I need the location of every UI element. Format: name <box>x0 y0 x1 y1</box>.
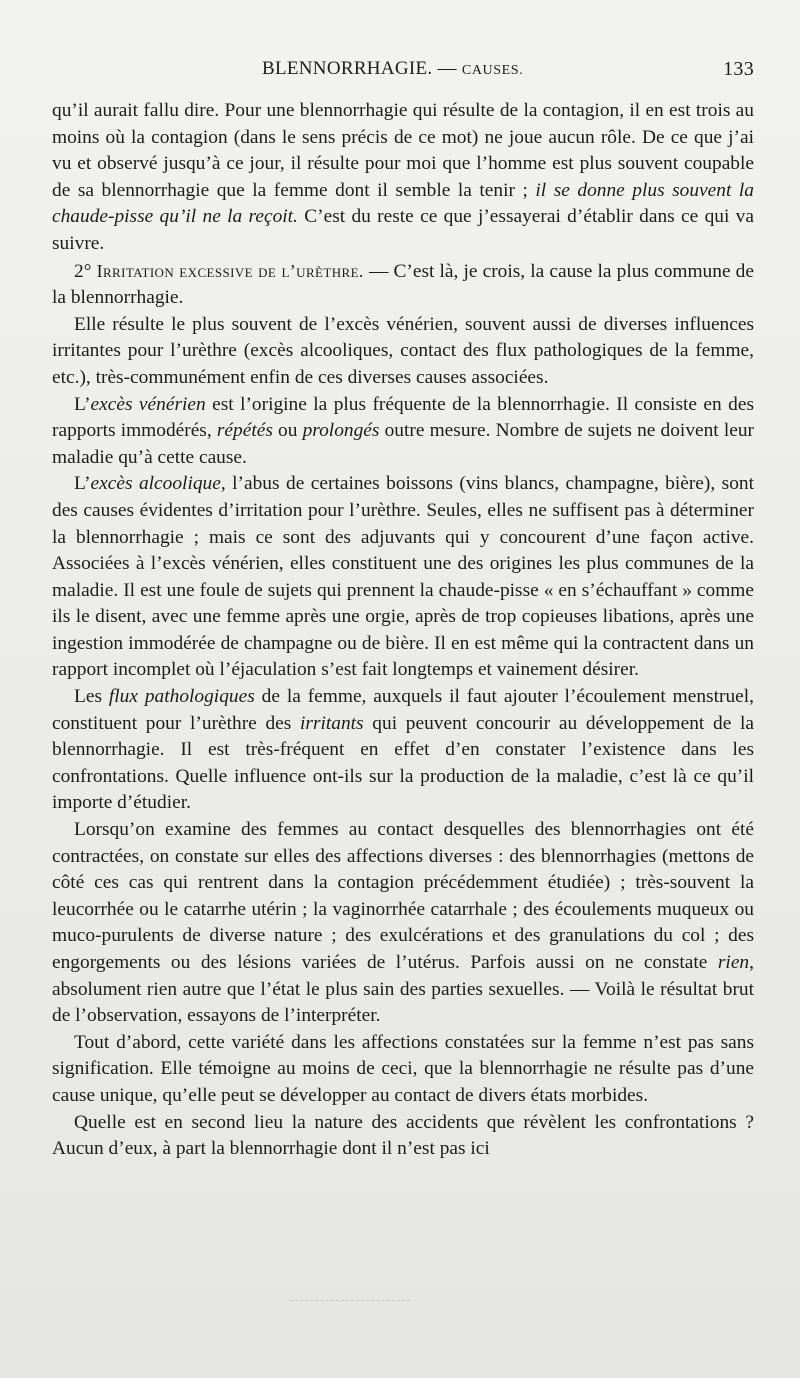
text-run: L’ <box>74 393 91 415</box>
italic-run: flux pathologiques <box>108 686 255 708</box>
text-run: — C’est là, je crois, la cause la plus commune de la blennorrhagie. <box>52 260 754 309</box>
text-run: Tout d’abord, cette variété dans les affections constatées sur la femme n’est pas sans signification. Elle témoigne au moins de ceci, que la blennorrhagie ne résulte pas d’une cause unique, qu’elle peut se développer au contact de divers états morbides. <box>52 1031 754 1106</box>
paragraph <box>52 98 754 258</box>
text-run: 2° <box>74 260 97 282</box>
italic-run: prolongés <box>302 420 380 442</box>
italic-run: excès alcoolique <box>90 473 221 495</box>
text-run: L’ <box>74 473 91 495</box>
text-run: Elle résulte le plus souvent de l’excès vénérien, souvent aussi de diverses influences irritantes pour l’urèthre (excès alcooliques, contact des flux pathologiques de la femme, etc.), très-communément enfin de ces diverses causes associées. <box>52 313 754 388</box>
page-number: 133 <box>723 58 754 80</box>
paragraph <box>52 258 754 312</box>
italic-run: il se donne plus souvent la chaude-pisse qu’il ne la reçoit. <box>52 179 754 228</box>
paragraph <box>52 392 754 472</box>
text-run: qui peuvent concourir au développement de la blennorrhagie. Il est très-fréquent en effet d’en constater l’existence dans les confrontations. Quelle influence ont-ils sur la production de la maladie, c’est là ce qu’il importe d’étudier. <box>52 712 754 814</box>
text-run: C’est du reste ce que j’essayerai d’établir dans ce qui va suivre. <box>52 206 754 254</box>
paragraph <box>52 817 754 1030</box>
print-smudge <box>290 1300 410 1305</box>
section-heading: Irritation excessive de l’urèthre. <box>96 260 364 281</box>
body-text <box>52 98 754 1163</box>
text-run: outre mesure. Nombre de sujets ne doivent leur maladie qu’à cette cause. <box>52 420 755 468</box>
page-header <box>52 58 754 98</box>
text-run: de la femme, auxquels il faut ajouter l’écoulement menstruel, constituent pour l’urèthre des <box>52 686 754 734</box>
text-run: Quelle est en second lieu la nature des accidents que révèlent les confrontations ? Aucun d’eux, à part la blennorrhagie dont il n’est pas ici <box>52 1111 754 1160</box>
paragraph <box>52 471 754 684</box>
paragraph <box>52 1030 754 1110</box>
text-run: , l’abus de certaines boissons (vins blancs, champagne, bière), sont des causes évidentes d’irritation pour l’urèthre. Seules, elles ne suffisent pas à déterminer la blennorrhagie ; mais ce sont des adjuvants qui y concourent d’une façon active. Associées à l’excès vénérien, elles constituent une des origines les plus communes de la maladie. Il est une foule de sujets qui prennent la chaude-pisse « en s’échauffant » comme ils le disent, avec une femme après une orgie, après de trop copieuses libations, après une ingestion immodérée de champagne ou de bière. Il en est même qui la contractent dans un rapport incomplet où l’éjaculation s’est fait longtemps et vainement désirer. <box>52 473 754 681</box>
running-head <box>262 58 523 80</box>
paragraph <box>52 1110 754 1163</box>
text-run: ou <box>272 420 303 442</box>
italic-run: rien <box>717 952 750 973</box>
running-title: BLENNORRHAGIE. <box>262 58 433 79</box>
text-run: Lorsqu’on examine des femmes au contact desquelles des blennorrhagies ont été contractées, on constate sur elles des affections diverses : des blennorrhagies (mettons de côté ces cas qui rentrent dans la contagion précédemment étudiée) ; très-souvent la leucorrhée ou le catarrhe utérin ; la vaginorrhée catarrhale ; des écoulements muqueux ou muco-purulents de diverse nature ; des exulcérations et des granulations du col ; des engorgements ou des lésions variées de l’utérus. Parfois aussi on ne constate <box>52 819 754 973</box>
paragraph <box>52 312 754 392</box>
text-run: Les <box>74 686 109 708</box>
header-dash: — <box>437 58 457 79</box>
text-run: , absolument rien autre que l’état le plus sain des parties sexuelles. — Voilà le résultat brut de l’observation, essayons de l’interpréter. <box>52 952 754 1027</box>
running-section: CAUSES. <box>461 63 524 78</box>
italic-run: répétés <box>216 420 273 442</box>
paragraph <box>52 684 754 817</box>
italic-run: excès vénérien <box>90 393 206 415</box>
text-run: qu’il aurait fallu dire. Pour une blennorrhagie qui résulte de la contagion, il en est trois au moins où la contagion (dans le sens précis de ce mot) ne joue aucun rôle. De ce que j’ai vu et observé jusqu’à ce jour, il résulte pour moi que l’homme est plus souvent coupable de sa blennorrhagie que la femme dont il semble la tenir ; <box>52 100 754 201</box>
text-run: est l’origine la plus fréquente de la blennorrhagie. Il consiste en des rapports immodérés, <box>52 393 754 442</box>
italic-run: irritants <box>300 712 364 734</box>
